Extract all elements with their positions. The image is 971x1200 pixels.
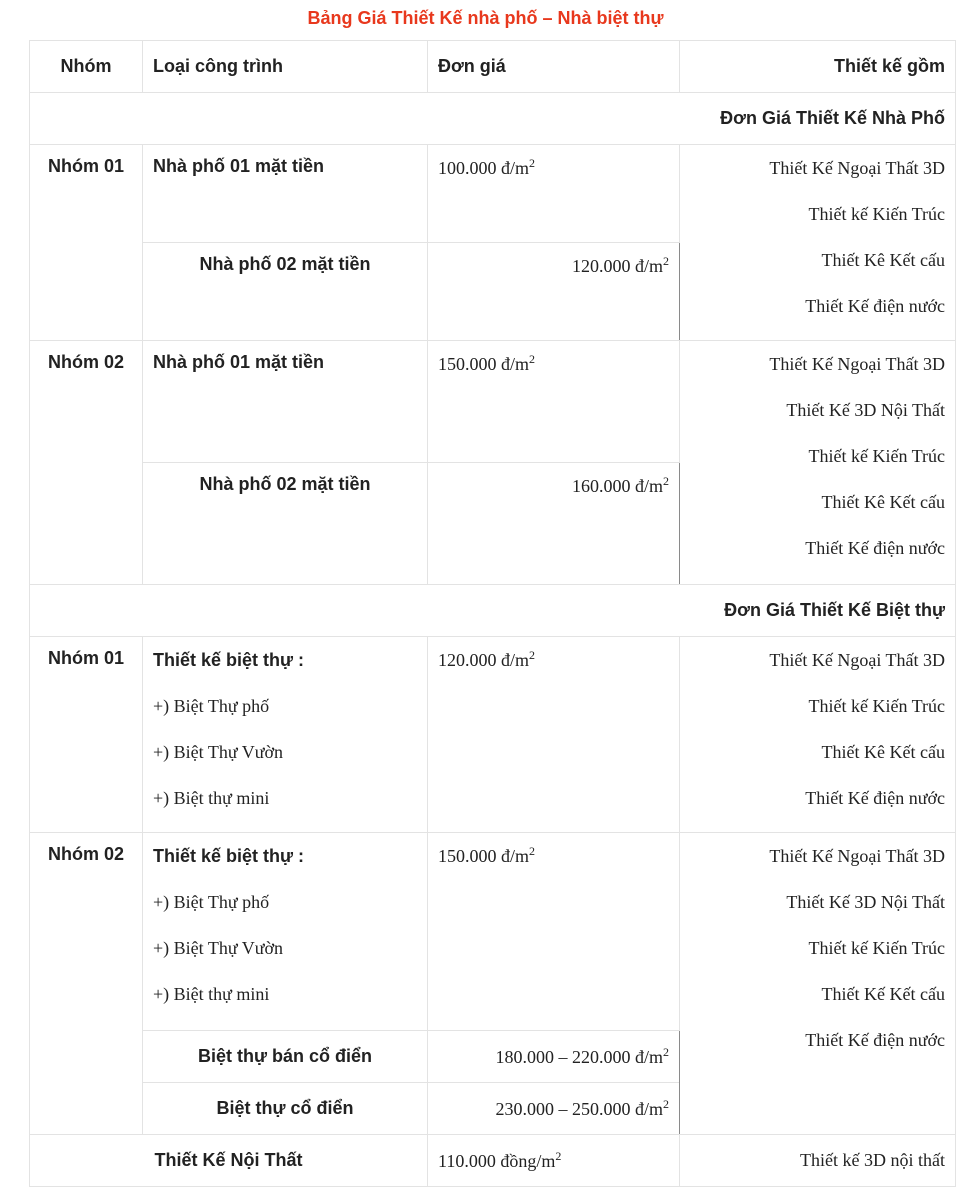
price-cell: 180.000 – 220.000 $đ/m^2$ <box>428 1031 680 1083</box>
group-label: Nhóm 02 <box>30 833 143 1135</box>
price-cell: 230.000 – 250.000 $đ/m^2$ <box>428 1083 680 1135</box>
villa-types: Thiết kế biệt thự : +) Biệt Thự phố +) Biệt Thự Vườn +) Biệt thự mini <box>143 637 428 833</box>
interior-label: Thiết Kế Nội Thất <box>30 1135 428 1187</box>
price-cell: 120.000 $đ/m^2$ <box>428 637 680 833</box>
section-heading-row <box>30 585 956 637</box>
design-list: Thiết Kế Ngoại Thất 3D Thiết kế Kiến Trúc Thiết Kê Kết cấu Thiết Kế điện nước <box>680 637 956 833</box>
design-list: Thiết Kế Ngoại Thất 3D Thiết Kế 3D Nội Thất Thiết kế Kiến Trúc Thiết Kế Kết cấu Thiết Kế điện nước <box>680 833 956 1135</box>
table-row <box>30 637 956 833</box>
price-cell: 150.000 $đ/m^2$ <box>428 341 680 463</box>
group-label: Nhóm 01 <box>30 637 143 833</box>
header-design: Thiết kế gồm <box>680 41 956 93</box>
price-table <box>29 40 956 1187</box>
section-heading-row <box>30 93 956 145</box>
table-row <box>30 833 956 1031</box>
header-type: Loại công trình <box>143 41 428 93</box>
section1-heading: Đơn Giá Thiết Kế Nhà Phố <box>30 93 956 145</box>
building-type: Biệt thự bán cổ điển <box>143 1031 428 1083</box>
building-type: Nhà phố 02 mặt tiền <box>143 463 428 585</box>
price-cell: 120.000 $đ/m^2$ <box>428 243 680 341</box>
table-row <box>30 145 956 243</box>
price-cell: 150.000 $đ/m^2$ <box>428 833 680 1031</box>
price-cell: 100.000 $đ/m^2$ <box>428 145 680 243</box>
design-list: Thiết Kế Ngoại Thất 3D Thiết Kế 3D Nội Thất Thiết kế Kiến Trúc Thiết Kê Kết cấu Thiết Kế điện nước <box>680 341 956 585</box>
building-type: Nhà phố 01 mặt tiền <box>143 145 428 243</box>
interior-design: Thiết kế 3D nội thất <box>680 1135 956 1187</box>
table-row <box>30 1135 956 1187</box>
price-cell: 160.000 $đ/m^2$ <box>428 463 680 585</box>
villa-types: Thiết kế biệt thự : +) Biệt Thự phố +) Biệt Thự Vườn +) Biệt thự mini <box>143 833 428 1031</box>
building-type: Biệt thự cổ điển <box>143 1083 428 1135</box>
design-list: Thiết Kế Ngoại Thất 3D Thiết kế Kiến Trúc Thiết Kê Kết cấu Thiết Kế điện nước <box>680 145 956 341</box>
header-group: Nhóm <box>30 41 143 93</box>
building-type: Nhà phố 01 mặt tiền <box>143 341 428 463</box>
header-price: Đơn giá <box>428 41 680 93</box>
page-title: Bảng Giá Thiết Kế nhà phố – Nhà biệt thự <box>307 8 664 28</box>
group-label: Nhóm 02 <box>30 341 143 585</box>
table-row <box>30 341 956 463</box>
section2-heading: Đơn Giá Thiết Kế Biệt thự <box>30 585 956 637</box>
price-cell: 110.000 đồng/$m^2$ <box>428 1135 680 1187</box>
group-label: Nhóm 01 <box>30 145 143 341</box>
building-type: Nhà phố 02 mặt tiền <box>143 243 428 341</box>
table-header-row <box>30 41 956 93</box>
